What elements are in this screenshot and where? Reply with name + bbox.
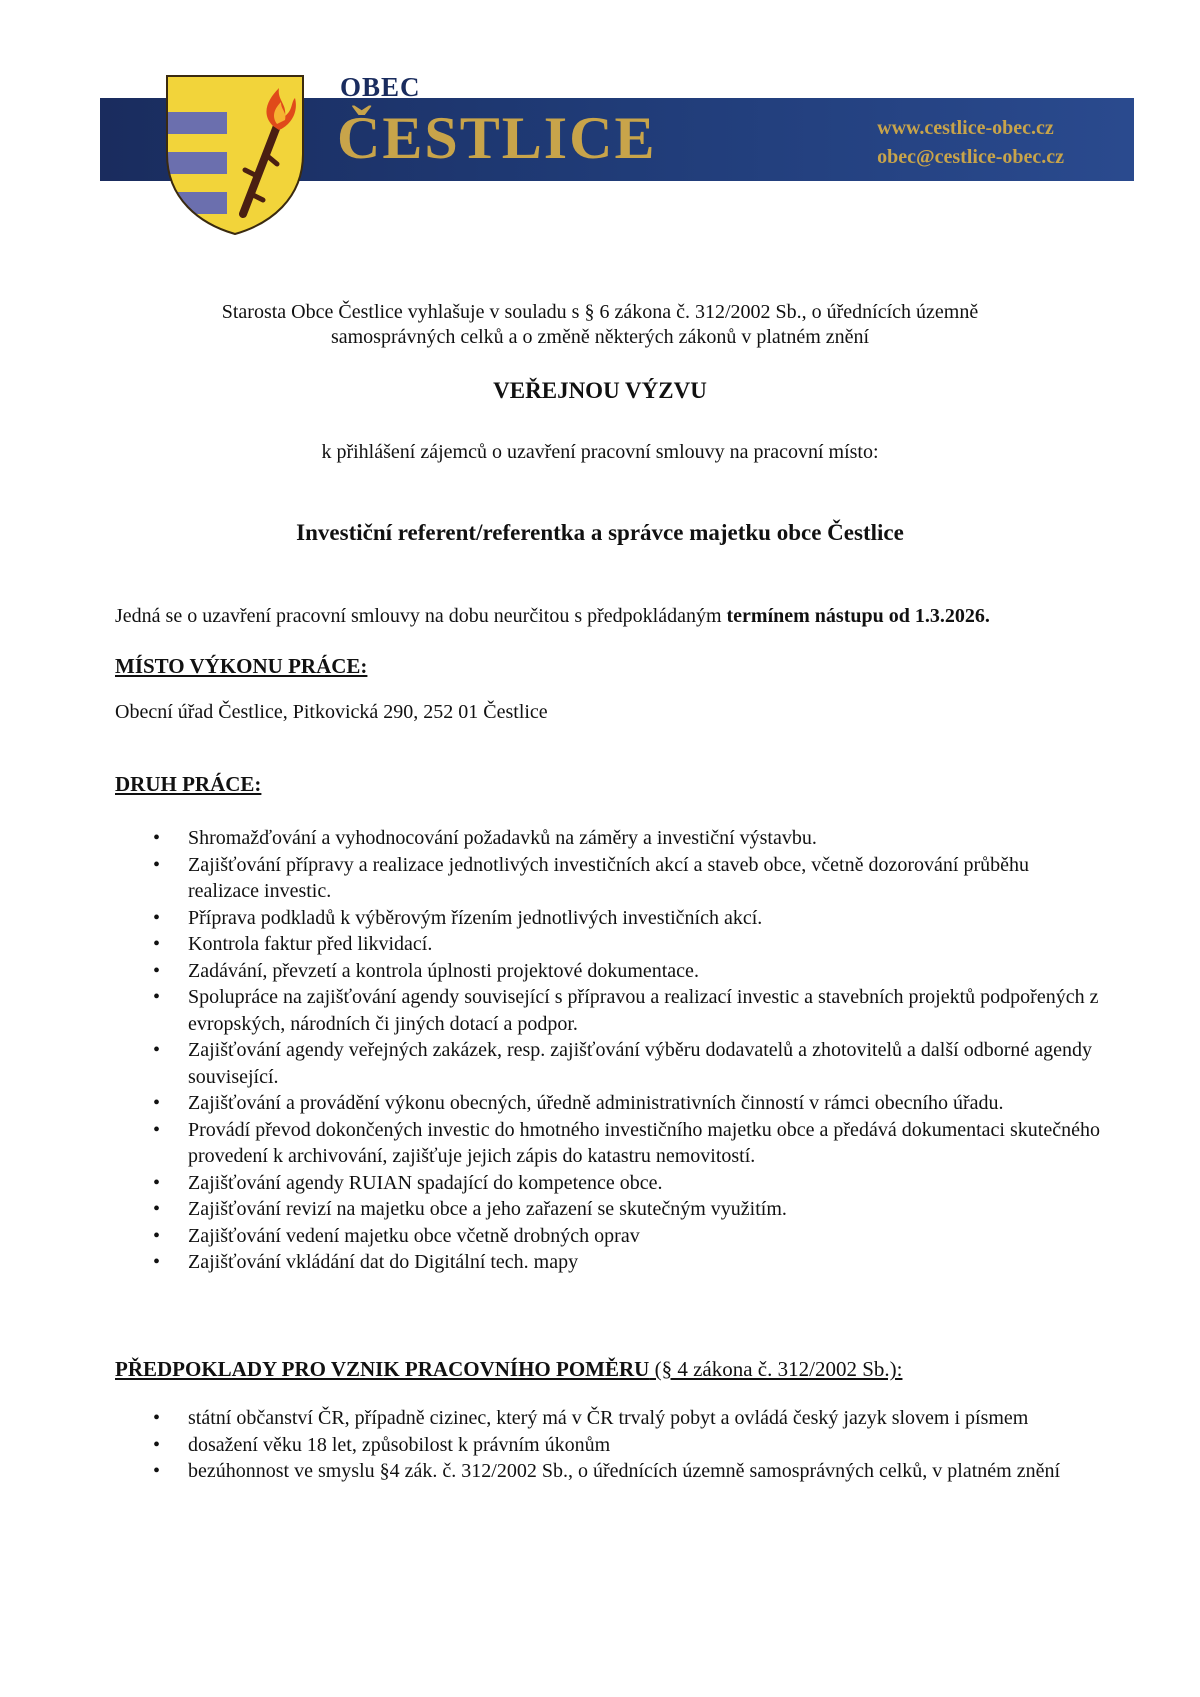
requirements-heading [115,1357,902,1382]
list-item: • Zajišťování agendy veřejných zakázek, resp. zajišťování výběru dodavatelů a zhotovitelů a další odborné agendy související. [153,1039,1092,1088]
workplace-address: Obecní úřad Čestlice, Pitkovická 290, 252 01 Čestlice [115,701,548,723]
bullet-icon: • [153,1433,161,1456]
obec-label: OBEC [340,72,421,102]
bullet-icon: • [153,1407,161,1429]
coat-of-arms-icon [165,74,305,236]
contract-paragraph [115,604,990,629]
requirements-heading-text: PŘEDPOKLADY PRO VZNIK PRACOVNÍHO POMĚRU [115,1357,650,1381]
bullet-icon: • [153,1171,161,1194]
contract-text: Jedná se o uzavření pracovní smlouvy na dobu neurčitou s předpokládaným [115,605,727,627]
bullet-icon: • [153,1039,161,1061]
work-type-heading: DRUH PRÁCE: [115,772,262,796]
list-item: • Zadávání, převzetí a kontrola úplnosti projektové dokumentace. [115,958,1100,985]
list-item: • Zajišťování přípravy a realizace jednotlivých investičních akcí a staveb obce, včetně dozorování průběhu realizace investic. [153,853,1029,902]
website-link[interactable]: www.cestlice-obec.cz [877,117,1054,139]
list-item: • Zajišťování a provádění výkonu obecných, úředně administrativních činností v rámci obecního úřadu. [115,1090,1100,1117]
bullet-icon: • [153,933,161,955]
list-item: • Spolupráce na zajišťování agendy související s přípravou a realizací investic a stavebních projektů podpořených z evropských, národních či jiných dotací a podpor. [153,986,1099,1035]
list-item: • Shromažďování a vyhodnocování požadavků na záměry a investiční výstavbu. [115,825,1100,852]
subheading: k přihlášení zájemců o uzavření pracovní smlouvy na pracovní místo: [321,441,879,463]
bullet-icon: • [153,1460,161,1482]
work-type-list [115,825,1100,1276]
bullet-icon: • [153,959,161,982]
list-item: • bezúhonnost ve smyslu §4 zák. č. 312/2002 Sb., o úřednících územně samosprávných celků, v platném znění [115,1458,1100,1485]
bullet-icon: • [153,853,161,876]
main-heading: VEŘEJNOU VÝZVU [493,378,707,403]
list-item: • dosažení věku 18 let, způsobilost k právním úkonům [115,1432,1100,1459]
bullet-icon: • [153,1224,161,1247]
list-item: • státní občanství ČR, případně cizinec, který má v ČR trvalý pobyt a ovládá český jazyk slovem i písmem [115,1405,1100,1432]
intro-line-1: Starosta Obce Čestlice vyhlašuje v souladu s § 6 zákona č. 312/2002 Sb., o úřednících územně [221,301,979,323]
list-item: • Provádí převod dokončených investic do hmotného investičního majetku obce a předává dokumentaci skutečného provedení k archivování, zajišťuje jejich zápis do katastru nemovitostí. [153,1118,1100,1167]
list-item: • Zajišťování agendy RUIAN spadající do kompetence obce. [115,1170,1100,1197]
bullet-icon: • [153,827,161,849]
bullet-icon: • [153,1118,161,1141]
bullet-icon: • [153,1251,161,1273]
intro-line-2: samosprávných celků a o změně některých zákonů v platném znění [330,326,870,348]
requirements-law-reference: (§ 4 zákona č. 312/2002 Sb.): [649,1357,903,1381]
list-item: • Zajišťování revizí na majetku obce a jeho zařazení se skutečným využitím. [115,1196,1100,1223]
bullet-icon: • [153,1198,161,1220]
bullet-icon: • [153,986,161,1008]
intro-paragraph [0,300,1200,350]
workplace-heading: MÍSTO VÝKONU PRÁCE: [115,654,368,678]
email-link[interactable]: obec@cestlice-obec.cz [877,146,1064,168]
start-date-text: termínem nástupu od 1.3.2026. [726,605,990,627]
contact-block [877,114,1064,172]
list-item: • Kontrola faktur před likvidací. [115,931,1100,958]
city-name: ČESTLICE [337,105,657,171]
list-item: • Příprava podkladů k výběrovým řízením jednotlivých investičních akcí. [115,905,1100,932]
bullet-icon: • [153,1092,161,1114]
position-title: Investiční referent/referentka a správce majetku obce Čestlice [296,520,904,545]
requirements-list [115,1405,1100,1485]
bullet-icon: • [153,906,161,929]
list-item: • Zajišťování vedení majetku obce včetně drobných oprav [115,1223,1100,1250]
list-item: • Zajišťování vkládání dat do Digitální tech. mapy [115,1249,1100,1276]
